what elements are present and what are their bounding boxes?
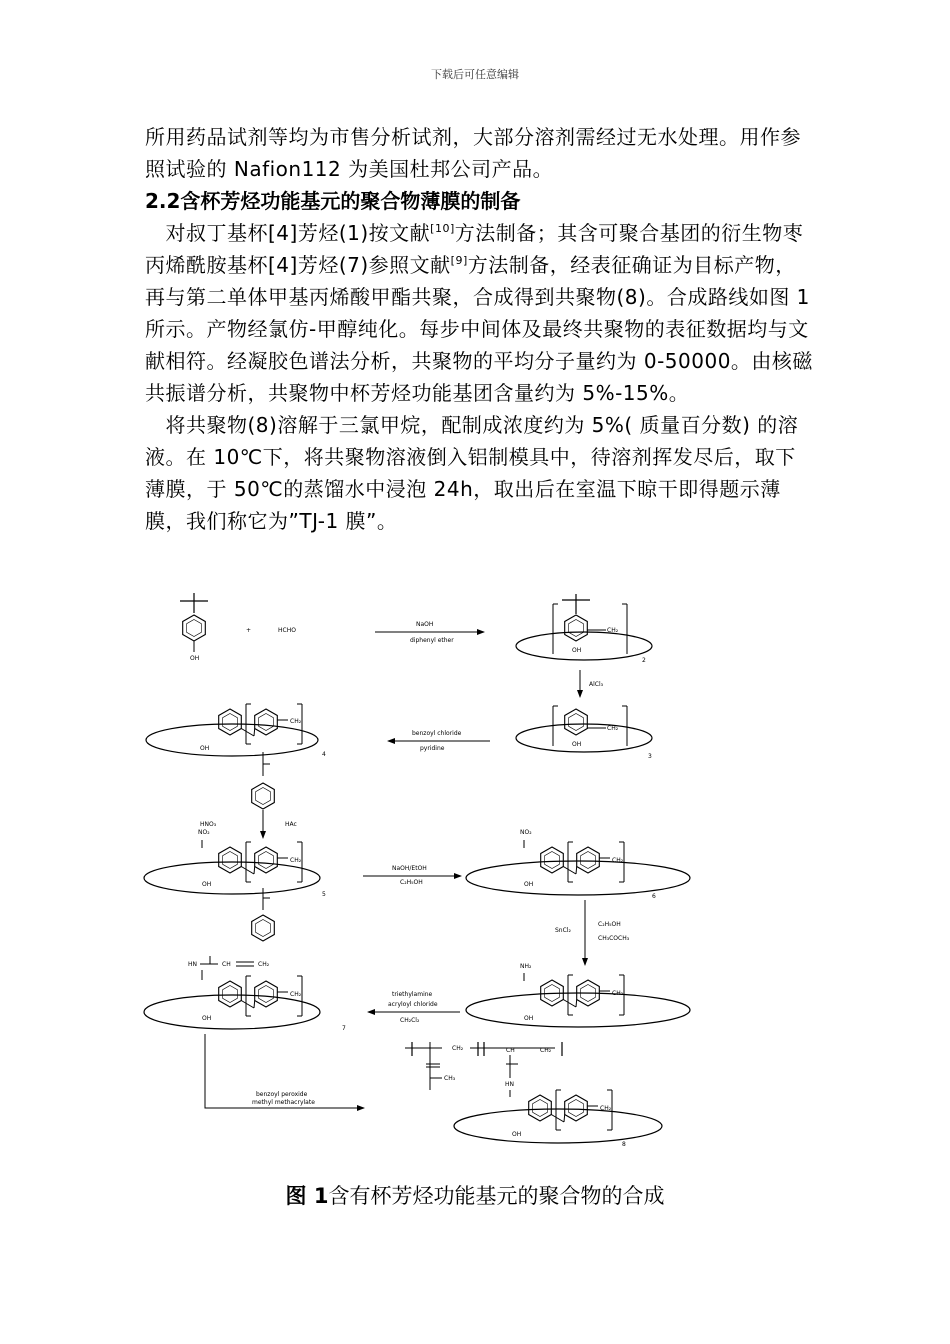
label-ch2: CH₂	[612, 857, 624, 864]
label-hno3: HNO₃	[200, 821, 217, 828]
compound-2	[516, 594, 652, 664]
label-no2: NO₂	[520, 829, 532, 836]
label-oh: OH	[200, 745, 210, 752]
label-ch2: CH₂	[258, 961, 270, 968]
label-ch: CH	[222, 961, 231, 968]
label-ch2: CH₂	[600, 1105, 612, 1112]
label-ch3coch3: CH₃COCH₃	[598, 935, 630, 942]
compound-8	[405, 1042, 662, 1148]
label-oh: OH	[202, 881, 212, 888]
label-c2h5oh: C₂H₅OH	[400, 879, 423, 886]
label-c2h5oh2: C₂H₅OH	[598, 921, 621, 928]
caption-label: 图 1	[285, 1184, 329, 1208]
label-acryloyl: acryloyl chloride	[388, 1001, 438, 1008]
label-pyridine: pyridine	[420, 745, 445, 752]
label-hcho: HCHO	[278, 627, 296, 634]
label-oh: OH	[190, 655, 200, 662]
label-ch3: CH₃	[444, 1075, 456, 1082]
label-n7: 7	[342, 1025, 346, 1032]
label-n2: 2	[642, 657, 646, 664]
label-peroxide: benzoyl peroxide	[256, 1091, 308, 1098]
label-ch2: CH₂	[607, 627, 619, 634]
text-run: 方法制备，经表征确证为目标产物，再与第二单体甲基丙烯酸甲酯共聚，合成得到共聚物(8)。合成路线如图 1 所示。产物经氯仿-甲醇纯化。每步中间体及最终共聚物的表征数据均与文献相符。经凝胶色谱法分析，共聚物的平均分子量约为 0-50000。由核磁共振谱分析，共聚物中杯芳烃功能基团含量约为 5%-15%。	[145, 253, 813, 405]
label-n8: 8	[622, 1141, 626, 1148]
label-ch2: CH₂	[607, 725, 619, 732]
label-ch: CH	[506, 1047, 515, 1054]
label-ch2: CH₂	[452, 1045, 464, 1052]
compound-4	[146, 704, 326, 809]
figure-caption	[0, 1180, 950, 1210]
label-solvent: diphenyl ether	[410, 637, 454, 644]
plus-sign: +	[246, 627, 252, 634]
text-run: 方法制备；其含可聚合基团的衍生物枣丙烯酰胺基杯[4]芳烃(7)参照文献	[145, 221, 804, 277]
label-oh: OH	[524, 1015, 534, 1022]
label-hn: HN	[505, 1081, 514, 1088]
label-ch2cl2: CH₂Cl₂	[400, 1017, 420, 1024]
label-n5: 5	[322, 891, 326, 898]
label-oh: OH	[524, 881, 534, 888]
section-heading: 2.2含杯芳烃功能基元的聚合物薄膜的制备	[145, 189, 521, 213]
label-n6: 6	[652, 893, 656, 900]
label-ch2: CH₂	[290, 857, 302, 864]
paragraph-reagents: 所用药品试剂等均为市售分析试剂，大部分溶剂需经过无水处理。用作参照试验的 Nafion112 为美国杜邦公司产品。	[145, 125, 801, 181]
paragraph-film: 将共聚物(8)溶解于三氯甲烷，配制成浓度约为 5%( 质量百分数) 的溶液。在 10℃下，将共聚物溶液倒入铝制模具中，待溶剂挥发尽后，取下薄膜，于 50℃的蒸馏水中浸泡 24h，取出后在室温下晾干即得题示薄膜，我们称它为”TJ-1 膜”。	[145, 413, 799, 533]
compound-3	[516, 706, 652, 760]
compound-6	[466, 829, 690, 900]
label-oh: OH	[572, 647, 582, 654]
compound-5	[144, 829, 326, 941]
label-triethylamine: triethylamine	[392, 991, 433, 998]
label-nh2: NH₂	[520, 963, 532, 970]
compound-7	[144, 956, 346, 1032]
label-hn: HN	[188, 961, 197, 968]
compound-amine	[466, 963, 690, 1027]
label-oh: OH	[202, 1015, 212, 1022]
label-oh: OH	[572, 741, 582, 748]
label-ch2: CH₂	[290, 991, 302, 998]
label-oh: OH	[512, 1131, 522, 1138]
label-benzoyl: benzoyl chloride	[412, 730, 462, 737]
label-ch2: CH₂	[540, 1047, 552, 1054]
label-naoh-etoh: NaOH/EtOH	[392, 865, 427, 872]
page-header: 下载后可任意编辑	[431, 68, 519, 81]
compound-1	[180, 593, 208, 662]
label-alcl3: AlCl₃	[589, 681, 604, 688]
label-n4: 4	[322, 751, 326, 758]
caption-text: 含有杯芳烃功能基元的聚合物的合成	[328, 1184, 665, 1208]
label-mma: methyl methacrylate	[252, 1099, 315, 1106]
label-hac: HAc	[285, 821, 297, 828]
label-n3: 3	[648, 753, 652, 760]
label-ch2: CH₂	[290, 718, 302, 725]
label-no2: NO₂	[198, 829, 210, 836]
label-naoh: NaOH	[416, 621, 434, 628]
text-run: 对叔丁基杯[4]芳烃(1)按文献	[145, 221, 431, 245]
citation-ref: [10]	[430, 222, 455, 235]
label-ch2: CH₂	[612, 990, 624, 997]
citation-ref: [9]	[450, 254, 468, 267]
label-sncl2: SnCl₂	[555, 927, 571, 934]
